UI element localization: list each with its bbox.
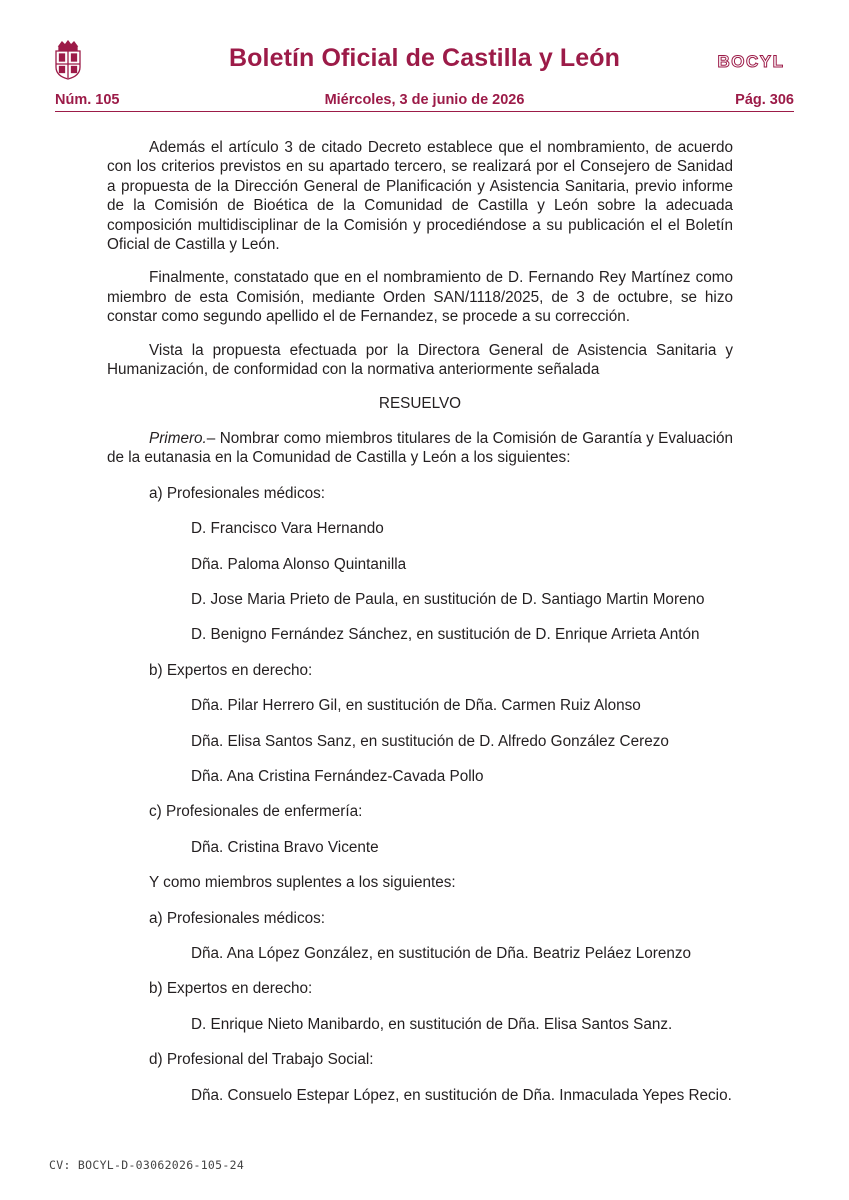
section-heading: a) Profesionales médicos:	[149, 909, 325, 927]
bulletin-title: Boletín Oficial de Castilla y León	[229, 44, 620, 72]
section-heading: b) Expertos en derecho:	[149, 661, 313, 679]
paragraph: Además el artículo 3 de citado Decreto establece que el nombramiento, de acuerdo con los criterios previstos en su apartado tercero, se realizará por el Consejero de Sanidad a propuesta de la Dirección General de Planificación y Asistencia Sanitaria, previo informe de la Comisión de Bioética de la Comunidad de Castilla y León sobre la adecuada composición multidisciplinar de la Comisión y procediéndose a su publicación el el Boletín Oficial de Castilla y León.	[107, 139, 733, 254]
primero-label: Primero.	[149, 429, 207, 447]
list-item: Dña. Elisa Santos Sanz, en sustitución de D. Alfredo González Cerezo	[191, 732, 669, 750]
header-divider	[55, 111, 794, 112]
page-number: Pág. 306	[735, 92, 794, 108]
primero-text: – Nombrar como miembros titulares de la Comisión de Garantía y Evaluación de la eutanasia en la Comunidad de Castilla y León a los siguientes:	[107, 429, 733, 467]
section-heading: b) Expertos en derecho:	[149, 980, 313, 998]
section-heading: c) Profesionales de enfermería:	[149, 803, 363, 821]
list-item: Dña. Ana López González, en sustitución de Dña. Beatriz Peláez Lorenzo	[191, 944, 692, 962]
paragraph: Y como miembros suplentes a los siguientes:	[149, 874, 456, 892]
section-heading: d) Profesional del Trabajo Social:	[149, 1051, 374, 1069]
verification-code: CV: BOCYL-D-03062026-105-24	[49, 1158, 245, 1172]
issue-number: Núm. 105	[55, 92, 120, 108]
document-body	[107, 138, 733, 1105]
list-item: D. Enrique Nieto Manibardo, en sustitución de Dña. Elisa Santos Sanz.	[191, 1015, 673, 1033]
paragraph: Finalmente, constatado que en el nombramiento de D. Fernando Rey Martínez como miembro de esta Comisión, mediante Orden SAN/1118/2025, de 3 de octubre, se hizo constar como segundo apellido el de Fernandez, se procede a su corrección.	[107, 269, 733, 326]
resolution-heading: RESUELVO	[378, 395, 462, 413]
paragraph-primero	[107, 429, 733, 468]
bocyl-logo	[708, 51, 794, 71]
list-item: Dña. Paloma Alonso Quintanilla	[191, 555, 407, 573]
list-item: Dña. Cristina Bravo Vicente	[191, 838, 379, 856]
list-item: Dña. Pilar Herrero Gil, en sustitución de Dña. Carmen Ruiz Alonso	[191, 697, 641, 715]
issue-date: Miércoles, 3 de junio de 2026	[324, 92, 525, 108]
list-item: D. Francisco Vara Hernando	[191, 520, 384, 538]
list-item: D. Benigno Fernández Sánchez, en sustitución de D. Enrique Arrieta Antón	[191, 626, 700, 644]
issue-meta-row	[55, 92, 794, 110]
list-item: Dña. Ana Cristina Fernández-Cavada Pollo	[191, 767, 484, 785]
list-item: D. Jose Maria Prieto de Paula, en sustitución de D. Santiago Martin Moreno	[191, 590, 705, 608]
section-heading: a) Profesionales médicos:	[149, 484, 325, 502]
paragraph: Vista la propuesta efectuada por la Directora General de Asistencia Sanitaria y Humanización, de conformidad con la normativa anteriormente señalada	[107, 341, 733, 379]
svg-text:BOCYL: BOCYL	[717, 52, 785, 71]
list-item: Dña. Consuelo Estepar López, en sustitución de Dña. Inmaculada Yepes Recio.	[191, 1086, 732, 1104]
